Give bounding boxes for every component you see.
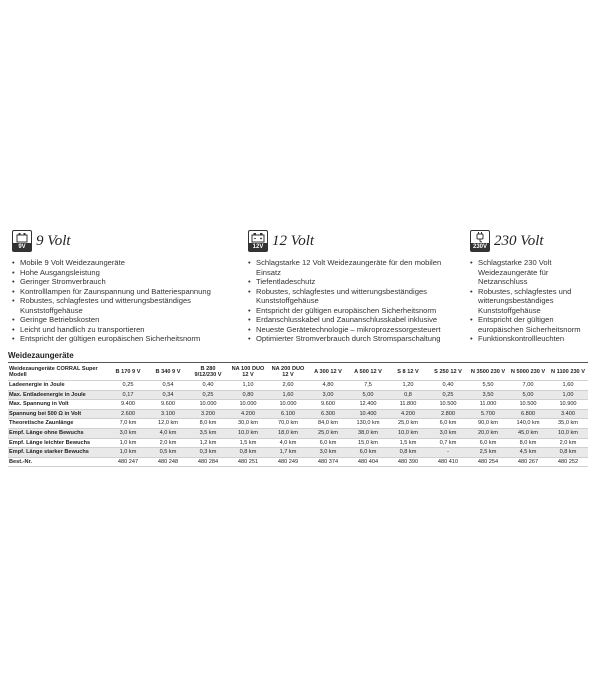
table-cell: 3,0 km	[308, 448, 348, 458]
table-row	[8, 400, 588, 410]
model-header: N 3500 230 V	[468, 364, 508, 381]
model-header: B 280 9/12/230 V	[188, 364, 228, 381]
table-cell: 0,25	[188, 390, 228, 400]
table-cell: 10,0 km	[228, 428, 268, 438]
table-cell: 3,0 km	[428, 428, 468, 438]
table-cell: 30,0 km	[228, 419, 268, 429]
table-cell: 6.300	[308, 409, 348, 419]
list-item: • Schlagstarke 230 Volt Weidezaungeräte für Netzanschluss	[470, 258, 592, 287]
table-cell: 10,0 km	[388, 428, 428, 438]
badge-label: 12V	[249, 243, 267, 251]
table-cell: 6,0 km	[468, 438, 508, 448]
list-item: • Leicht und handlich zu transportieren	[12, 325, 234, 335]
table-body	[8, 381, 588, 467]
badge-label: 230V	[472, 244, 487, 250]
table-cell: 5.700	[468, 409, 508, 419]
column-header	[470, 228, 592, 254]
table-cell: 480 247	[108, 457, 148, 467]
table-cell: 480 410	[428, 457, 468, 467]
table-header-row	[8, 364, 588, 381]
model-header: A 300 12 V	[308, 364, 348, 381]
table-cell: 10.500	[508, 400, 548, 410]
column-9-volt	[12, 228, 234, 344]
table-cell: 45,0 km	[508, 428, 548, 438]
list-item: • Kontrolllampen für Zaunspannung und Batteriespannung	[12, 287, 234, 297]
table-cell: 480 267	[508, 457, 548, 467]
table-row	[8, 409, 588, 419]
table-cell: 480 254	[468, 457, 508, 467]
table-cell: 2.600	[108, 409, 148, 419]
table-cell: 11.000	[468, 400, 508, 410]
table-cell: 1,10	[228, 381, 268, 391]
table-cell: 6,0 km	[348, 448, 388, 458]
list-item: • Entspricht der gültigen europäischen Sicherheitsnorm	[12, 334, 234, 344]
table-cell: 11.800	[388, 400, 428, 410]
model-header: A 500 12 V	[348, 364, 388, 381]
table-cell: 1,60	[548, 381, 588, 391]
model-header: S 250 12 V	[428, 364, 468, 381]
list-item: • Funktionskontrollleuchten	[470, 334, 592, 344]
power-plug-230v-icon	[470, 230, 490, 252]
table-cell: 480 284	[188, 457, 228, 467]
table-cell: 2,60	[268, 381, 308, 391]
table-cell: 1,5 km	[228, 438, 268, 448]
model-header: N 1100 230 V	[548, 364, 588, 381]
list-item: • Tiefentladeschutz	[248, 277, 458, 287]
table-cell: 480 251	[228, 457, 268, 467]
table-cell: 0,8	[388, 390, 428, 400]
table-cell: 5,50	[468, 381, 508, 391]
row-label: Best.-Nr.	[8, 457, 108, 467]
table-cell: 7,0 km	[108, 419, 148, 429]
feature-list	[470, 258, 592, 344]
column-header	[12, 228, 234, 254]
table-cell: 0,54	[148, 381, 188, 391]
table-cell: 3.200	[188, 409, 228, 419]
table-cell: 0,25	[428, 390, 468, 400]
column-title: 230 Volt	[494, 232, 544, 249]
table-cell: 1,7 km	[268, 448, 308, 458]
row-label: Spannung bei 500 Ω in Volt	[8, 409, 108, 419]
battery-12v-icon	[248, 230, 268, 252]
table-cell: 5,00	[348, 390, 388, 400]
table-cell: 7,00	[508, 381, 548, 391]
column-12-volt	[248, 228, 458, 344]
table-cell: 25,0 km	[388, 419, 428, 429]
table-cell: 1,20	[388, 381, 428, 391]
table-cell: 0,25	[108, 381, 148, 391]
row-label: Empf. Länge starker Bewuchs	[8, 448, 108, 458]
table-row	[8, 390, 588, 400]
table-cell: 70,0 km	[268, 419, 308, 429]
table-cell: 2,0 km	[148, 438, 188, 448]
table-cell: 10.500	[428, 400, 468, 410]
table-title: Weidezaungeräte	[8, 351, 74, 360]
battery-9v-icon	[12, 230, 32, 252]
table-cell: 480 252	[548, 457, 588, 467]
model-header: B 340 9 V	[148, 364, 188, 381]
table-cell: 1,5 km	[388, 438, 428, 448]
table-cell: 0,17	[108, 390, 148, 400]
table-cell: 9.600	[308, 400, 348, 410]
feature-list	[12, 258, 234, 344]
table-cell: -	[428, 448, 468, 458]
table-cell: 0,3 km	[188, 448, 228, 458]
table-cell: 1,00	[548, 390, 588, 400]
table-cell: 84,0 km	[308, 419, 348, 429]
table-cell: 8,0 km	[508, 438, 548, 448]
row-label: Max. Spannung in Volt	[8, 400, 108, 410]
table-row	[8, 448, 588, 458]
table-cell: 1,2 km	[188, 438, 228, 448]
table-cell: 3.400	[548, 409, 588, 419]
table-cell: 3.100	[148, 409, 188, 419]
row-label: Empf. Länge leichter Bewuchs	[8, 438, 108, 448]
table-cell: 6,0 km	[308, 438, 348, 448]
list-item: • Entspricht der gültigen europäischen Sicherheitsnorm	[248, 306, 458, 316]
table-cell: 0,8 km	[388, 448, 428, 458]
list-item: • Erdanschlusskabel und Zaunanschlusskabel inklusive	[248, 315, 458, 325]
table-cell: 3,0 km	[108, 428, 148, 438]
table-cell: 25,0 km	[308, 428, 348, 438]
table-cell: 10.400	[348, 409, 388, 419]
list-item: • Schlagstarke 12 Volt Weidezaungeräte für den mobilen Einsatz	[248, 258, 458, 277]
list-item: • Mobile 9 Volt Weidezaungeräte	[12, 258, 234, 268]
table-cell: 4,0 km	[148, 428, 188, 438]
model-header: B 170 9 V	[108, 364, 148, 381]
table-cell: 0,7 km	[428, 438, 468, 448]
table-cell: 480 404	[348, 457, 388, 467]
table-cell: 140,0 km	[508, 419, 548, 429]
table-cell: 0,80	[228, 390, 268, 400]
table-row	[8, 457, 588, 467]
table-cell: 7,5	[348, 381, 388, 391]
table-cell: 4.200	[388, 409, 428, 419]
table-cell: 8,0 km	[188, 419, 228, 429]
row-label: Ladeenergie in Joule	[8, 381, 108, 391]
table-cell: 10,0 km	[548, 428, 588, 438]
list-item: • Entspricht der gültigen europäischen Sicherheitsnorm	[470, 315, 592, 334]
table-cell: 20,0 km	[468, 428, 508, 438]
table-cell: 6,0 km	[428, 419, 468, 429]
table-cell: 1,0 km	[108, 438, 148, 448]
table-cell: 480 248	[148, 457, 188, 467]
table-row	[8, 428, 588, 438]
list-item: • Hohe Ausgangsleistung	[12, 268, 234, 278]
table-cell: 0,40	[428, 381, 468, 391]
table-cell: 9.400	[108, 400, 148, 410]
table-cell: 480 249	[268, 457, 308, 467]
table-cell: 4,5 km	[508, 448, 548, 458]
table-cell: 6.100	[268, 409, 308, 419]
table-cell: 5,00	[508, 390, 548, 400]
table-cell: 0,8 km	[548, 448, 588, 458]
table-cell: 35,0 km	[548, 419, 588, 429]
table-row	[8, 381, 588, 391]
list-item: • Robustes, schlagfestes und witterungsbeständiges Kunststoffgehäuse	[248, 287, 458, 306]
model-header: NA 200 DUO 12 V	[268, 364, 308, 381]
divider	[8, 362, 588, 363]
row-label: Theoretische Zaunlänge	[8, 419, 108, 429]
table-cell: 2,5 km	[468, 448, 508, 458]
table-cell: 0,34	[148, 390, 188, 400]
model-header: NA 100 DUO 12 V	[228, 364, 268, 381]
table-cell: 1,60	[268, 390, 308, 400]
table-cell: 4,0 km	[268, 438, 308, 448]
column-title: 12 Volt	[272, 232, 315, 249]
list-item: • Robustes, schlagfestes und witterungsbeständiges Kunststoffgehäuse	[12, 296, 234, 315]
table-row	[8, 438, 588, 448]
table-cell: 0,5 km	[148, 448, 188, 458]
column-title: 9 Volt	[36, 232, 71, 249]
table-cell: 9.600	[148, 400, 188, 410]
table-cell: 130,0 km	[348, 419, 388, 429]
table-cell: 4.200	[228, 409, 268, 419]
spec-table	[8, 364, 588, 467]
table-cell: 3,5 km	[188, 428, 228, 438]
feature-list	[248, 258, 458, 344]
table-cell: 3,00	[308, 390, 348, 400]
column-230-volt	[470, 228, 592, 344]
table-cell: 2.800	[428, 409, 468, 419]
list-item: • Robustes, schlagfestes und witterungsbeständiges Kunststoffgehäuse	[470, 287, 592, 316]
list-item: • Geringer Stromverbrauch	[12, 277, 234, 287]
table-header-label: Weidezaungeräte CORRAL Super Modell	[8, 364, 108, 381]
table-cell: 0,40	[188, 381, 228, 391]
model-header: S 8 12 V	[388, 364, 428, 381]
table-cell: 12.400	[348, 400, 388, 410]
table-cell: 480 374	[308, 457, 348, 467]
table-cell: 12,0 km	[148, 419, 188, 429]
row-label: Max. Entladeenergie in Joule	[8, 390, 108, 400]
table-cell: 480 390	[388, 457, 428, 467]
table-cell: 2,0 km	[548, 438, 588, 448]
column-header	[248, 228, 458, 254]
table-row	[8, 419, 588, 429]
table-cell: 38,0 km	[348, 428, 388, 438]
model-header: N 5000 230 V	[508, 364, 548, 381]
badge-label: 9V	[13, 243, 31, 251]
table-cell: 0,8 km	[228, 448, 268, 458]
table-cell: 10.000	[268, 400, 308, 410]
table-cell: 15,0 km	[348, 438, 388, 448]
table-cell: 4,80	[308, 381, 348, 391]
list-item: • Optimierter Stromverbrauch durch Stromsparschaltung	[248, 334, 458, 344]
row-label: Empf. Länge ohne Bewuchs	[8, 428, 108, 438]
table-cell: 1,0 km	[108, 448, 148, 458]
table-cell: 18,0 km	[268, 428, 308, 438]
table-cell: 10.900	[548, 400, 588, 410]
table-cell: 3,50	[468, 390, 508, 400]
table-cell: 10.000	[228, 400, 268, 410]
table-cell: 90,0 km	[468, 419, 508, 429]
list-item: • Neueste Gerätetechnologie – mikroprozessorgesteuert	[248, 325, 458, 335]
list-item: • Geringe Betriebskosten	[12, 315, 234, 325]
table-cell: 10.000	[188, 400, 228, 410]
table-cell: 6.800	[508, 409, 548, 419]
